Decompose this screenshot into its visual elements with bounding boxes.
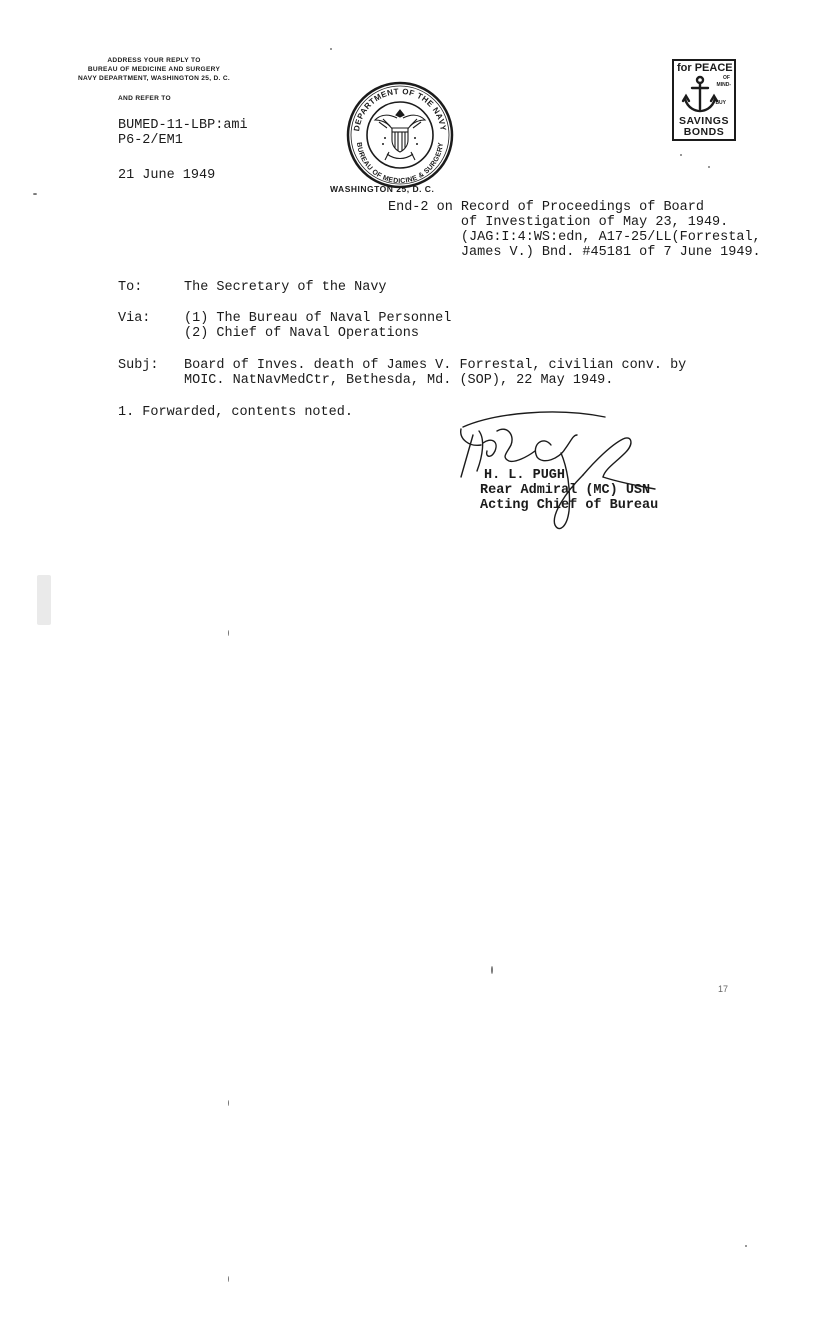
via-label: Via:	[118, 311, 151, 326]
signer-rank: Rear Admiral (MC) USN	[480, 483, 651, 498]
scan-speck	[491, 966, 493, 974]
scan-speck	[228, 630, 229, 636]
body-paragraph: 1. Forwarded, contents noted.	[118, 405, 353, 420]
file-reference-line: P6-2/EM1	[118, 133, 183, 148]
stamp-heading: for PEACE	[677, 62, 733, 74]
scan-speck	[330, 48, 332, 50]
scan-smudge	[37, 575, 51, 625]
navy-seal-icon	[345, 80, 455, 190]
endorsement-line: End-2 on Record of Proceedings of Board	[388, 200, 704, 215]
signer-name: H. L. PUGH	[484, 468, 566, 483]
stamp-footer	[675, 116, 733, 138]
reply-line: NAVY DEPARTMENT, WASHINGTON 25, D. C.	[77, 75, 231, 82]
scan-speck	[745, 1245, 747, 1247]
letterhead-location: WASHINGTON 25, D. C.	[330, 184, 435, 194]
scan-speck	[228, 1276, 229, 1282]
stamp-line: SAVINGS	[679, 115, 729, 127]
svg-text:DEPARTMENT OF THE NAVY: DEPARTMENT OF THE NAVY	[352, 86, 448, 132]
refer-to-label: AND REFER TO	[118, 95, 171, 102]
via-list	[184, 311, 451, 341]
endorsement-line: (JAG:I:4:WS:edn, A17-25/LL(Forrestal,	[388, 230, 761, 245]
stamp-small-text: BUY	[715, 100, 726, 106]
page-mark: 17	[718, 984, 729, 994]
subject-label: Subj:	[118, 358, 159, 373]
via-item: (1) The Bureau of Naval Personnel	[184, 311, 452, 326]
letter-date: 21 June 1949	[118, 168, 216, 183]
file-reference	[118, 118, 248, 148]
return-address	[56, 56, 252, 83]
signer-title: Acting Chief of Bureau	[480, 498, 659, 513]
endorsement-line: of Investigation of May 23, 1949.	[388, 215, 729, 230]
subject-line: MOIC. NatNavMedCtr, Bethesda, Md. (SOP), 22 May 1949.	[184, 373, 614, 388]
to-label: To:	[118, 280, 143, 295]
scan-speck	[228, 1100, 229, 1106]
via-item: (2) Chief of Naval Operations	[184, 326, 419, 341]
signature-block	[480, 468, 658, 513]
svg-text:BUREAU OF MEDICINE & SURGERY: BUREAU OF MEDICINE & SURGERY	[355, 141, 445, 186]
stamp-line: BONDS	[683, 126, 725, 138]
endorsement-block	[388, 200, 761, 260]
anchor-icon	[680, 75, 720, 115]
file-reference-line: BUMED-11-LBP:ami	[118, 118, 248, 133]
reply-line: BUREAU OF MEDICINE AND SURGERY	[87, 66, 221, 73]
stamp-small-text: OF	[723, 75, 730, 81]
scan-speck	[708, 166, 710, 168]
to-value: The Secretary of the Navy	[184, 280, 387, 295]
savings-bonds-stamp	[672, 59, 736, 141]
scan-speck	[33, 193, 37, 195]
subject-text	[184, 358, 686, 388]
endorsement-line: James V.) Bnd. #45181 of 7 June 1949.	[388, 245, 761, 260]
subject-line: Board of Inves. death of James V. Forrestal, civilian conv. by	[184, 358, 687, 373]
stamp-small-text: MIND-	[716, 82, 731, 88]
scan-speck	[680, 154, 682, 156]
reply-line: ADDRESS YOUR REPLY TO	[107, 57, 201, 64]
